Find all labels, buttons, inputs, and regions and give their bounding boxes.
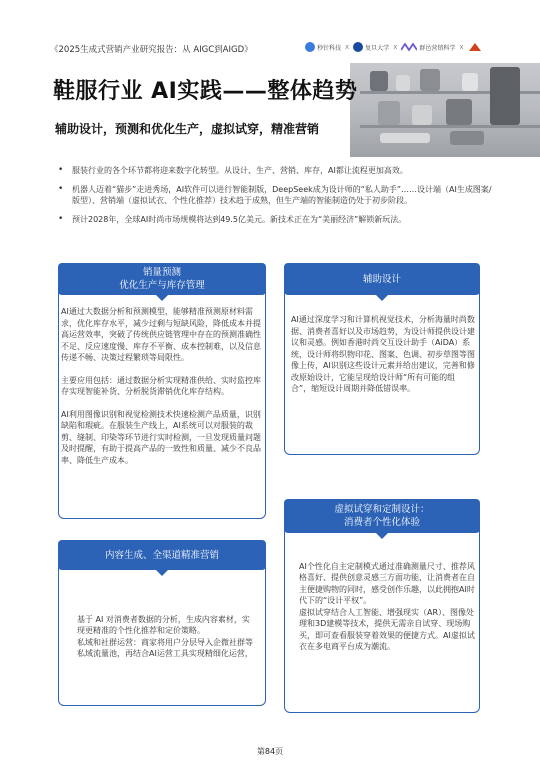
forecast-paragraph: AI通过大数据分析和预测模型，能够精准预测原材料需求，优化库存水平，减少过剩与短缺风险，降低成本并提高运营效率，突破了传统供应链管理中存在的预测准确性不足、反应速度慢、库存不平衡、成本控制难，以及信息传递不畅、决策过程繁琐等局限性。 (61, 307, 261, 362)
design-card-body (291, 314, 475, 395)
page-number: 第84页 (256, 747, 284, 756)
tryon-card-body (299, 549, 477, 664)
forecast-card-body (61, 306, 261, 466)
forecast-paragraph: AI利用图像识别和视觉检测技术快速检测产品质量，识别缺陷和瑕疵。在服装生产线上，AI系统可以对服装的裁剪、缝制、印染等环节进行实时检测，一旦发现质量问题及时提醒，有助于提高产品的一致性和质量、减少不良品率、降低生产成本。 (61, 409, 261, 465)
groupm-logo (401, 43, 455, 52)
red-brand-mark-icon (468, 42, 482, 52)
product-item (450, 131, 484, 145)
design-paragraph: AI通过深度学习和计算机视觉技术，分析海量时尚数据、消费者喜好以及市场趋势，为设计师提供设计建议和灵感。例如香港时尚交互设计助手（AiDA）系统，设计师将织物印花、图案、色调、初步草图等图像上传，AI识别这些设计元素并给出建议，完善和修改原始设计，它能呈现给设计师“所有可能的组合”，缩短设计周期并降低错误率。 (291, 315, 475, 393)
store-shelf-photo (350, 63, 540, 157)
forecast-card-header (58, 263, 266, 295)
bullet-item: • 预计2028年，全球AI时尚市场规模将达到49.5亿美元。新技术正在为“美丽经济”解锁新玩法。 (58, 214, 498, 226)
product-item (396, 75, 410, 91)
report-title: 《2025生成式营销产业研究报告：从 AIGC到AIGD》 (50, 45, 253, 55)
content-card-header (58, 540, 266, 570)
bullet-item: • 机器人迈着“猫步”走进秀场，AI软件可以进行智能制版，DeepSeek成为设计师的“私人助手”……设计端（AI生成图案/版型）、营销端（虚拟试衣、个性化推荐）技术趋于成熟，但生产端的智能制造仍处于初步阶段。 (58, 184, 498, 207)
product-item (370, 71, 388, 91)
trend-bullet-list (58, 165, 498, 232)
product-item (420, 69, 440, 91)
product-item (462, 73, 478, 91)
partner-logos (305, 42, 482, 52)
forecast-card-title-line2: 优化生产与库存管理 (119, 280, 205, 291)
content-card-body (77, 602, 257, 671)
groupm-logo-text: 群邑营销科学 (419, 44, 456, 52)
tryon-card-header (284, 499, 480, 533)
design-card-title: 辅助设计 (362, 273, 401, 285)
tryon-card-title-line1: 虚拟试穿和定制设计： (334, 504, 430, 515)
miaozhen-logo-mark-icon (305, 42, 315, 52)
product-item (412, 105, 432, 125)
miaozhen-logo (305, 42, 341, 52)
tryon-card-title-line2: 消费者个性化体验 (343, 517, 420, 528)
product-item (490, 67, 520, 125)
groupm-logo-mark-icon (401, 43, 417, 51)
forecast-paragraph: 主要应用包括：通过数据分析实现精准供给、实时监控库存实现智能补货、分析脱货滞销优化库存结构。 (61, 375, 261, 396)
partner-logo-red (468, 42, 482, 52)
shelf-line (360, 125, 540, 128)
tryon-paragraph: AI个性化自主定制模式通过准确测量尺寸、推荐风格喜好、提供创意灵感三方面功能，让消费者在自主便捷购物的同时，感受创作乐趣，以此拥抱AI时代下的“设计平权”。 虚拟试穿结合人工智能、增强现实（AR）、图像处理和3D建模等技术，提供无需亲自试穿、现场购买，即可查看服装穿着效果的便捷方式。AI虚拟试衣在多电商平台成为潮流。 (299, 561, 475, 651)
content-paragraph: 基于 AI 对消费者数据的分析，生成内容素材，实现更精准的个性化推荐和定价策略。 私域和社群运营：商家将用户分层导入企微社群等私域流量池，再结合AI运营工具实现精细化运营， (77, 614, 253, 658)
logo-separator: x (393, 43, 398, 51)
miaozhen-logo-text: 秒针科技 (317, 44, 342, 52)
page-subtitle: 辅助设计，预测和优化生产，虚拟试穿，精准营销 (55, 122, 320, 136)
page-header (0, 0, 540, 64)
forecast-card-title-line1: 销量预测 (142, 267, 181, 278)
page-title: 鞋服行业 AI实践——整体趋势 (53, 79, 358, 104)
product-item (446, 99, 472, 125)
product-item (378, 101, 400, 125)
logo-separator: x (459, 43, 464, 51)
design-card-header (284, 263, 480, 295)
logo-separator: x (345, 43, 350, 51)
product-item (380, 133, 430, 143)
fudan-logo (353, 42, 389, 52)
fudan-logo-text: 复旦大学 (365, 44, 390, 52)
bullet-item: • 服装行业的各个环节都将迎来数字化转型。从设计、生产、营销、库存，AI都让流程更加高效。 (58, 165, 498, 177)
fudan-logo-mark-icon (353, 42, 363, 52)
content-card-title: 内容生成、全渠道精准营销 (104, 549, 219, 561)
